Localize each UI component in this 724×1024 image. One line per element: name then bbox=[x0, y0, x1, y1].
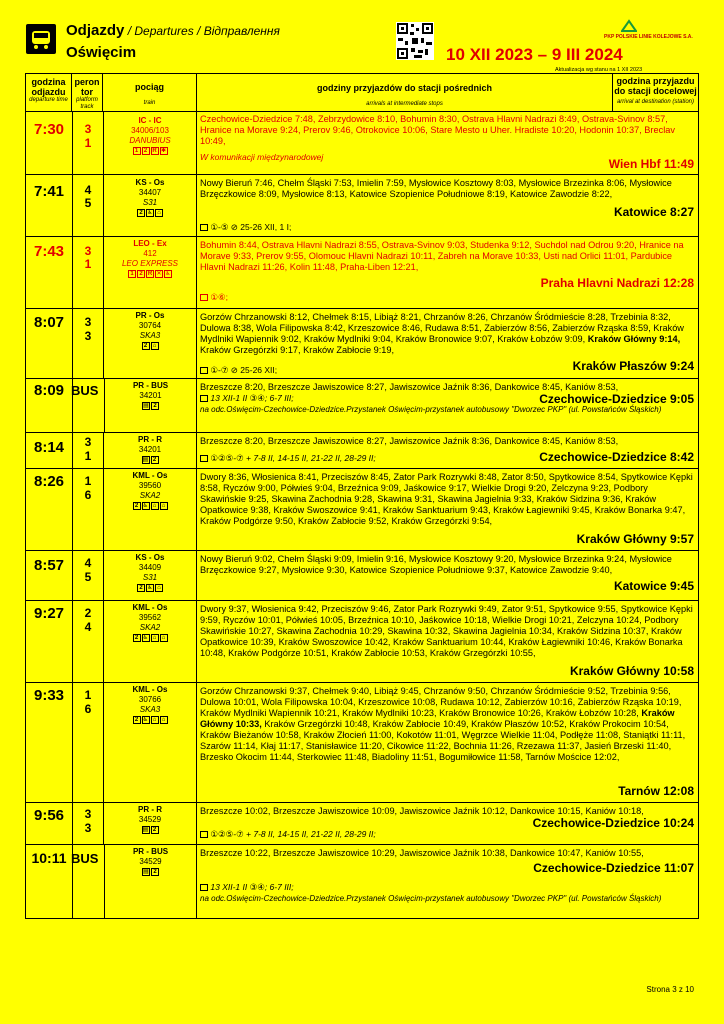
track: 6 bbox=[84, 702, 92, 716]
departure-time: 8:14 bbox=[33, 439, 65, 456]
intermediate-stops: Brzeszcze 8:20, Brzeszcze Jawiszowice 8:27, Jawiszowice Jaźnik 8:36, Dankowice 8:45, Kaniów 8:53, bbox=[200, 436, 619, 446]
track: 5 bbox=[84, 570, 92, 584]
service-note: 13 XII-1 II ③④; 6-7 III; bbox=[200, 393, 696, 404]
platform: 3 bbox=[84, 122, 92, 136]
platform: 1 bbox=[84, 474, 92, 488]
train-info: IC - IC 34006/103 DANUBIUS 1 2 R ✱ bbox=[129, 116, 171, 154]
platform: 2 bbox=[84, 606, 92, 620]
track: 1 bbox=[84, 449, 92, 463]
platform: 3 bbox=[84, 435, 92, 449]
train-info: KML - Os 39562 SKA2 2 ♿ ⌂ ⌂ bbox=[132, 603, 168, 641]
departure-time: 9:33 bbox=[33, 687, 65, 704]
intermediate-stops: Bohumin 8:44, Ostrava Hlavni Nadrazi 8:55, Ostrava-Svinov 9:03, Studenka 9:12, Suchdol nad Odrou 9:20, Hranice na Morave 9:33, Prerov 9:55, Olomouc Hlavni Nadrazi 10:11, Zabreh na Morave 10:33, Usti nad Orlici 11:01, Pardubice Hlavni Nadrazi 11:26, Kolin 11:48, Praha-Liben 12:21, bbox=[200, 240, 684, 272]
destination: Kraków Główny 9:57 bbox=[576, 532, 694, 546]
departure-time: 9:27 bbox=[33, 605, 65, 622]
train-info: LEO - Ex 412 LEO EXPRESS 1 2 R ✕ ♿ bbox=[121, 239, 179, 277]
intermediate-stops: Czechowice-Dziedzice 7:48, Zebrzydowice 8:10, Bohumin 8:30, Ostrava Hlavni Nadrazi 8:49, Ostrava-Svinov 8:57, Hranice na Morave 9:24, Prerov 9:46, Otrokovice 10:06, Stare Mesto u Uher. Hradiste 10:20, Hodonin 10:37, Breclav 10:49, bbox=[200, 114, 675, 146]
train-info: KS - Os 34407 S31 2 ♿ ⌂ bbox=[135, 178, 165, 216]
platform: 3 bbox=[84, 807, 92, 821]
departure-time: 9:56 bbox=[33, 807, 65, 824]
intermediate-stops: Gorzów Chrzanowski 9:37, Chełmek 9:40, Libiąż 9:45, Chrzanów 9:50, Chrzanów Śródmieście 9:52, Trzebinia 9:56, Dulowa 10:01, Wola Filipowska 10:04, Krzeszowice 10:08, Rudawa 10:12, Zabierzów 10:16, Zabierzów Rząska 10:19, Kraków Mydlniki Wapiennik 10:21, Kraków Mydlniki 10:23, Kraków Bronowice 10:26, Kraków Łobzów 10:28, Kraków Główny 10:33, Kraków Grzegórzki 10:48, Kraków Zabłocie 10:49, Kraków Płaszów 10:52, Kraków Prokocim 10:54, Kraków Bieżanów 10:58, Kraków Złocień 11:00, Kokotów 11:01, Węgrzce Wielkie 11:04, Podłęże 11:08, Staniątki 11:11, Szarów 11:14, Kłaj 11:17, Stanisławice 11:20, Cikowice 11:22, Bochnia 11:26, Rzezawa 11:37, Jasień Brzeski 11:40, Brzesko Okocim 11:44, Sterkowiec 11:48, Biadoliny 11:51, Bogumiłowice 11:58, Tarnów Mościce 12:02, bbox=[200, 686, 686, 762]
intermediate-stops: Dwory 9:37, Włosienica 9:42, Przeciszów 9:46, Zator Park Rozrywki 9:49, Zator 9:51, Spytkowice 9:55, Spytkowice Kępki 9:59, Ryczów 10:01, Półwieś 10:05, Brzeźnica 10:10, Jaśkowice 10:18, Wielkie Drogi 10:21, Zelczyna 10:24, Podbory Skawińskie 10:27, Skawina Zachodnia 10:29, Skawina 10:32, Skawina Jagielnia 10:34, Kraków Sidzina 10:37, Kraków Opatkowice 10:39, Kraków Swoszowice 10:42, Kraków Sanktuarium 10:44, Kraków Łagiewniki 10:46, Kraków Bonarka 10:48, Kraków Podgórze 10:51, Kraków Zabłocie 10:53, Kraków Grzegórzki 10:55, bbox=[200, 604, 693, 658]
departure-time: 8:09 bbox=[33, 382, 65, 399]
train-info: PR - Os 30764 SKA3 2 ⌂ bbox=[135, 311, 165, 349]
table-row bbox=[25, 683, 699, 803]
intermediate-stops: Gorzów Chrzanowski 8:12, Chełmek 8:15, Libiąż 8:21, Chrzanów 8:26, Chrzanów Śródmieście 8:28, Trzebinia 8:32, Dulowa 8:38, Wola Filipowska 8:42, Krzeszowice 8:46, Rudawa 8:51, Zabierzów 8:56, Zabierzów Rząska 8:59, Kraków Mydlniki Wapiennik 9:02, Kraków Mydlniki 9:04, Kraków Bronowice 9:07, Kraków Łobzów 9:09, Kraków Główny 9:14, Kraków Grzegórzki 9:17, Kraków Zabłocie 9:19, bbox=[200, 312, 684, 355]
train-info: PR - R 34201 ▤ 2 bbox=[138, 435, 162, 463]
departure-time: 8:57 bbox=[33, 557, 65, 574]
platform: 3 bbox=[84, 315, 92, 329]
departure-time: 8:26 bbox=[33, 473, 65, 490]
table-row bbox=[25, 379, 699, 433]
table-row bbox=[25, 175, 699, 237]
table-row bbox=[25, 237, 699, 309]
track: 5 bbox=[84, 196, 92, 210]
pkp-logo-icon bbox=[621, 19, 637, 33]
table-row bbox=[25, 111, 699, 175]
track: 1 bbox=[84, 257, 92, 271]
platform: 4 bbox=[84, 556, 92, 570]
destination: Czechowice-Dziedzice 11:07 bbox=[533, 861, 694, 875]
service-note: 13 XII-1 II ③④; 6-7 III; bbox=[200, 882, 696, 893]
service-note: ①②⑤-⑦ + 7-8 II, 14-15 II, 21-22 II, 28-29 II; bbox=[200, 829, 696, 840]
intermediate-stops: Brzeszcze 8:20, Brzeszcze Jawiszowice 8:27, Jawiszowice Jaźnik 8:36, Dankowice 8:45, Kaniów 8:53, bbox=[200, 382, 619, 392]
destination: Czechowice-Dziedzice 10:24 bbox=[532, 816, 694, 830]
intermediate-stops: Nowy Bieruń 9:02, Chełm Śląski 9:09, Imielin 9:16, Mysłowice Kosztowy 9:20, Mysłowice Brzezinka 9:24, Mysłowice Brzęczkowice 9:27, Mysłowice 9:30, Katowice Szopienice Południowe 9:37, Katowice Zawodzie 9:40, bbox=[200, 554, 672, 575]
departure-time: 7:43 bbox=[33, 243, 65, 260]
table-row bbox=[25, 433, 699, 469]
column-header-platform: peron tor platform track bbox=[71, 73, 103, 112]
platform: 4 bbox=[84, 183, 92, 197]
service-note: W komunikacji międzynarodowej bbox=[200, 152, 324, 162]
service-note: ①②⑤-⑦ + 7-8 II, 14-15 II, 21-22 II, 28-29 II; bbox=[200, 453, 696, 464]
bus-label: BUS bbox=[71, 383, 99, 398]
destination: Czechowice-Dziedzice 8:42 bbox=[539, 450, 694, 464]
track: 3 bbox=[84, 821, 92, 835]
destination: Katowice 8:27 bbox=[613, 205, 694, 219]
intermediate-stops: Brzeszcze 10:02, Brzeszcze Jawiszowice 10:09, Jawiszowice Jaźnik 10:12, Dankowice 10:15, Kaniów 10:18, bbox=[200, 806, 644, 816]
operator-name: PKP POLSKIE LINIE KOLEJOWE S.A. bbox=[604, 34, 693, 40]
table-row bbox=[25, 469, 699, 551]
intermediate-stops: Dwory 8:36, Włosienica 8:41, Przeciszów 8:45, Zator Park Rozrywki 8:48, Zator 8:50, Spytkowice 8:54, Spytkowice Kępki 8:58, Ryczów 9:00, Półwieś 9:04, Brzeźnica 9:09, Jaśkowice 9:17, Wielkie Drogi 9:20, Zelczyna 9:23, Podbory Skawińskie 9:25, Skawina Zachodnia 9:28, Skawina 9:31, Skawina Jagielnia 9:33, Kraków Sidzina 9:36, Kraków Opatkowice 9:38, Kraków Swoszowice 9:41, Kraków Sanktuarium 9:43, Kraków Łagiewniki 9:45, Kraków Bonarka 9:47, Kraków Podgórze 9:50, Kraków Zabłocie 9:52, Kraków Grzegórzki 9:54, bbox=[200, 472, 693, 526]
departure-time: 10:11 bbox=[31, 850, 67, 866]
column-header-time: godzina odjazdu departure time bbox=[25, 73, 72, 112]
intermediate-stops: Brzeszcze 10:22, Brzeszcze Jawiszowice 10:29, Jawiszowice Jaźnik 10:38, Dankowice 10:47, Kaniów 10:55, bbox=[200, 848, 644, 858]
train-info: KML - Os 30766 SKA3 2 ♿ ⌂ ⌂ bbox=[132, 685, 168, 723]
destination: Czechowice-Dziedzice 9:05 bbox=[539, 392, 694, 406]
platform: 1 bbox=[84, 688, 92, 702]
table-row bbox=[25, 803, 699, 845]
train-info: KML - Os 39560 SKA2 2 ♿ ⌂ ⌂ bbox=[132, 471, 168, 509]
platform: 3 bbox=[84, 244, 92, 258]
departure-time: 7:41 bbox=[33, 183, 65, 200]
track: 1 bbox=[84, 136, 92, 150]
station-name: Oświęcim bbox=[66, 44, 137, 61]
destination: Wien Hbf 11:49 bbox=[608, 157, 694, 171]
table-row bbox=[25, 551, 699, 601]
track: 6 bbox=[84, 488, 92, 502]
train-info: PR - R 34529 ▤ 2 bbox=[138, 805, 162, 833]
column-header-destination: godzina przyjazdu do stacji docelowej arrival at destination (station) bbox=[612, 73, 699, 112]
intermediate-stops: Nowy Bieruń 7:46, Chełm Śląski 7:53, Imielin 7:59, Mysłowice Kosztowy 8:03, Mysłowice Brzezinka 8:06, Mysłowice Brzęczkowice 8:09, Mysłowice 8:13, Katowice Szopienice Południowe 8:19, Katowice Zawodzie 8:22, bbox=[200, 178, 672, 199]
train-info: PR - BUS 34201 ▤ 2 bbox=[132, 381, 169, 409]
qr-code-icon[interactable] bbox=[396, 22, 434, 60]
bus-note: na odc.Oświęcim-Czechowice-Dziedzice.Przystanek Oświęcim-przystanek autobusowy "Dworzec PKP" (ul. Powstańców Śląskich) bbox=[200, 405, 662, 414]
service-note: ①-⑤ ⊘ 25-26 XII, 1 I; bbox=[200, 222, 696, 233]
train-icon bbox=[26, 24, 56, 54]
bus-note: na odc.Oświęcim-Czechowice-Dziedzice.Przystanek Oświęcim-przystanek autobusowy "Dworzec PKP" (ul. Powstańców Śląskich) bbox=[200, 894, 662, 903]
bus-label: BUS bbox=[71, 851, 99, 866]
track: 4 bbox=[84, 620, 92, 634]
departure-time: 7:30 bbox=[33, 121, 65, 138]
track: 3 bbox=[84, 329, 92, 343]
column-header-stops: godziny przyjazdów do stacji pośrednich arrivals at intermediate stops bbox=[196, 73, 613, 112]
destination: Kraków Główny 10:58 bbox=[569, 664, 694, 678]
column-header-train: pociąg train bbox=[102, 73, 197, 112]
table-row bbox=[25, 601, 699, 683]
destination: Kraków Płaszów 9:24 bbox=[572, 359, 694, 373]
departure-time: 8:07 bbox=[33, 314, 65, 331]
update-note: Aktualizacja wg stanu na 1 XII 2023 bbox=[555, 67, 643, 73]
train-info: KS - Os 34409 S31 2 ♿ ⌂ bbox=[135, 553, 165, 591]
table-row bbox=[25, 845, 699, 919]
service-note: ①-⑦ ⊘ 25-26 XII; bbox=[200, 365, 696, 376]
train-info: PR - BUS 34529 ▤ 2 bbox=[132, 847, 169, 875]
validity-period: 10 XII 2023 – 9 III 2024 bbox=[446, 45, 623, 64]
destination: Tarnów 12:08 bbox=[618, 784, 694, 798]
destination: Katowice 9:45 bbox=[613, 579, 694, 593]
page-title: Odjazdy / Departures / Відправлення bbox=[66, 22, 280, 39]
destination: Praha Hlavni Nadrazi 12:28 bbox=[540, 276, 694, 290]
service-note: ①⑥; bbox=[200, 292, 696, 303]
table-row bbox=[25, 309, 699, 379]
page-number: Strona 3 z 10 bbox=[646, 985, 694, 994]
